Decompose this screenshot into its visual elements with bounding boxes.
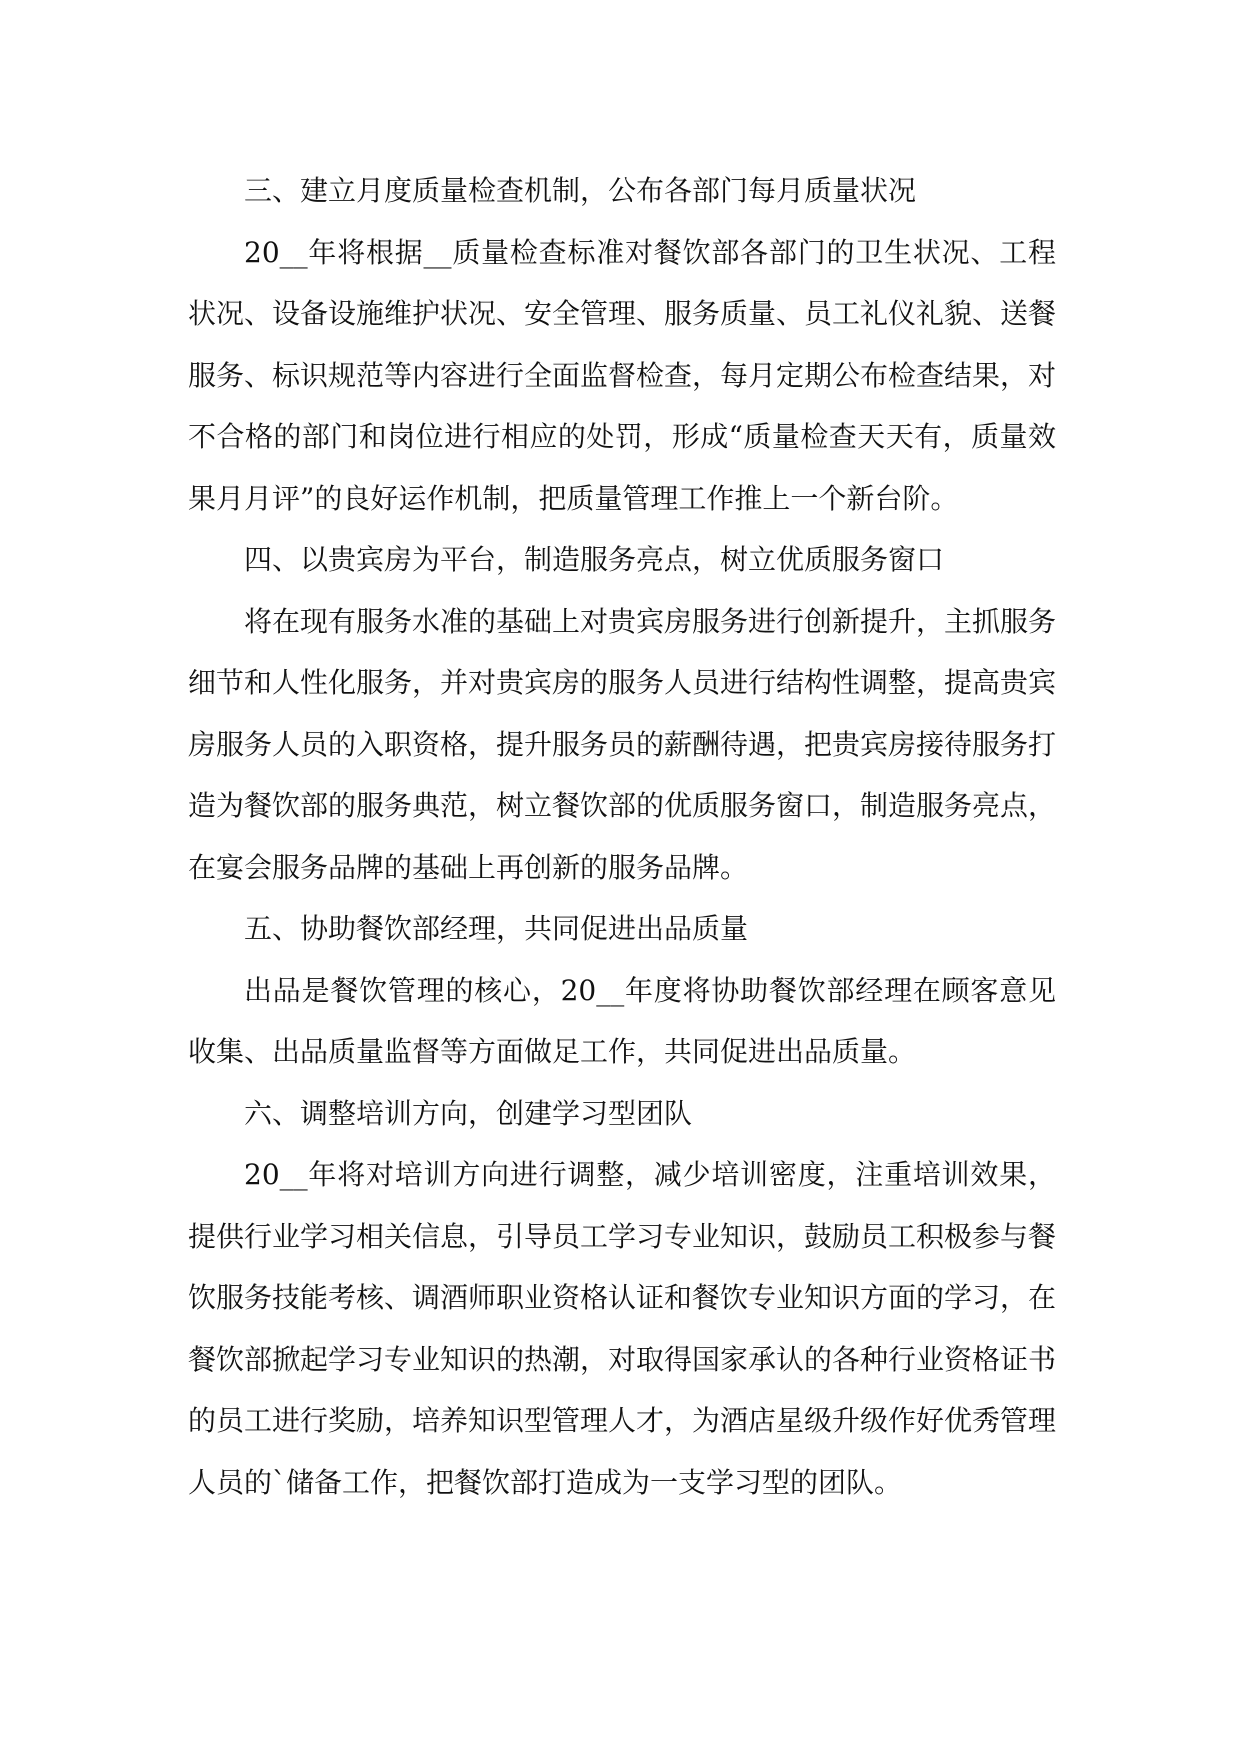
- section-heading-6: 六、调整培训方向，创建学习型团队: [244, 1096, 693, 1130]
- paragraph-output-quality: 出品是餐饮管理的核心，20__年度将协助餐饮部经理在顾客意见收集、出品质量监督等方面做足工作，共同促进出品质量。: [188, 973, 1056, 1068]
- paragraph-vip-room: 将在现有服务水准的基础上对贵宾房服务进行创新提升，主抓服务细节和人性化服务，并对贵宾房的服务人员进行结构性调整，提高贵宾房服务人员的入职资格，提升服务员的薪酬待遇，把贵宾房接待服务打造为餐饮部的服务典范，树立餐饮部的优质服务窗口，制造服务亮点，在宴会服务品牌的基础上再创新的服务品牌。: [188, 604, 1057, 884]
- paragraph-quality-inspection: 20__年将根据__质量检查标准对餐饮部各部门的卫生状况、工程状况、设备设施维护状况、安全管理、服务质量、员工礼仪礼貌、送餐服务、标识规范等内容进行全面监督检查，每月定期公布检查结果，对不合格的部门和岗位进行相应的处罚，形成“质量检查天天有，质量效果月月评”的良好运作机制，把质量管理工作推上一个新台阶。: [188, 235, 1057, 515]
- section-heading-5: 五、协助餐饮部经理，共同促进出品质量: [244, 912, 749, 945]
- paragraph-training: 20__年将对培训方向进行调整，减少培训密度，注重培训效果，提供行业学习相关信息，引导员工学习专业知识，鼓励员工积极参与餐饮服务技能考核、调酒师职业资格认证和餐饮专业知识方面的学习，在餐饮部掀起学习专业知识的热潮，对取得国家承认的各种行业资格证书的员工进行奖励，培养知识型管理人才，为酒店星级升级作好优秀管理人员的`储备工作，把餐饮部打造成为一支学习型的团队。: [188, 1158, 1057, 1499]
- document-page: [188, 160, 1056, 1513]
- section-heading-3: 三、建立月度质量检查机制，公布各部门每月质量状况: [244, 174, 917, 207]
- section-heading-4: 四、以贵宾房为平台，制造服务亮点，树立优质服务窗口: [244, 543, 945, 576]
